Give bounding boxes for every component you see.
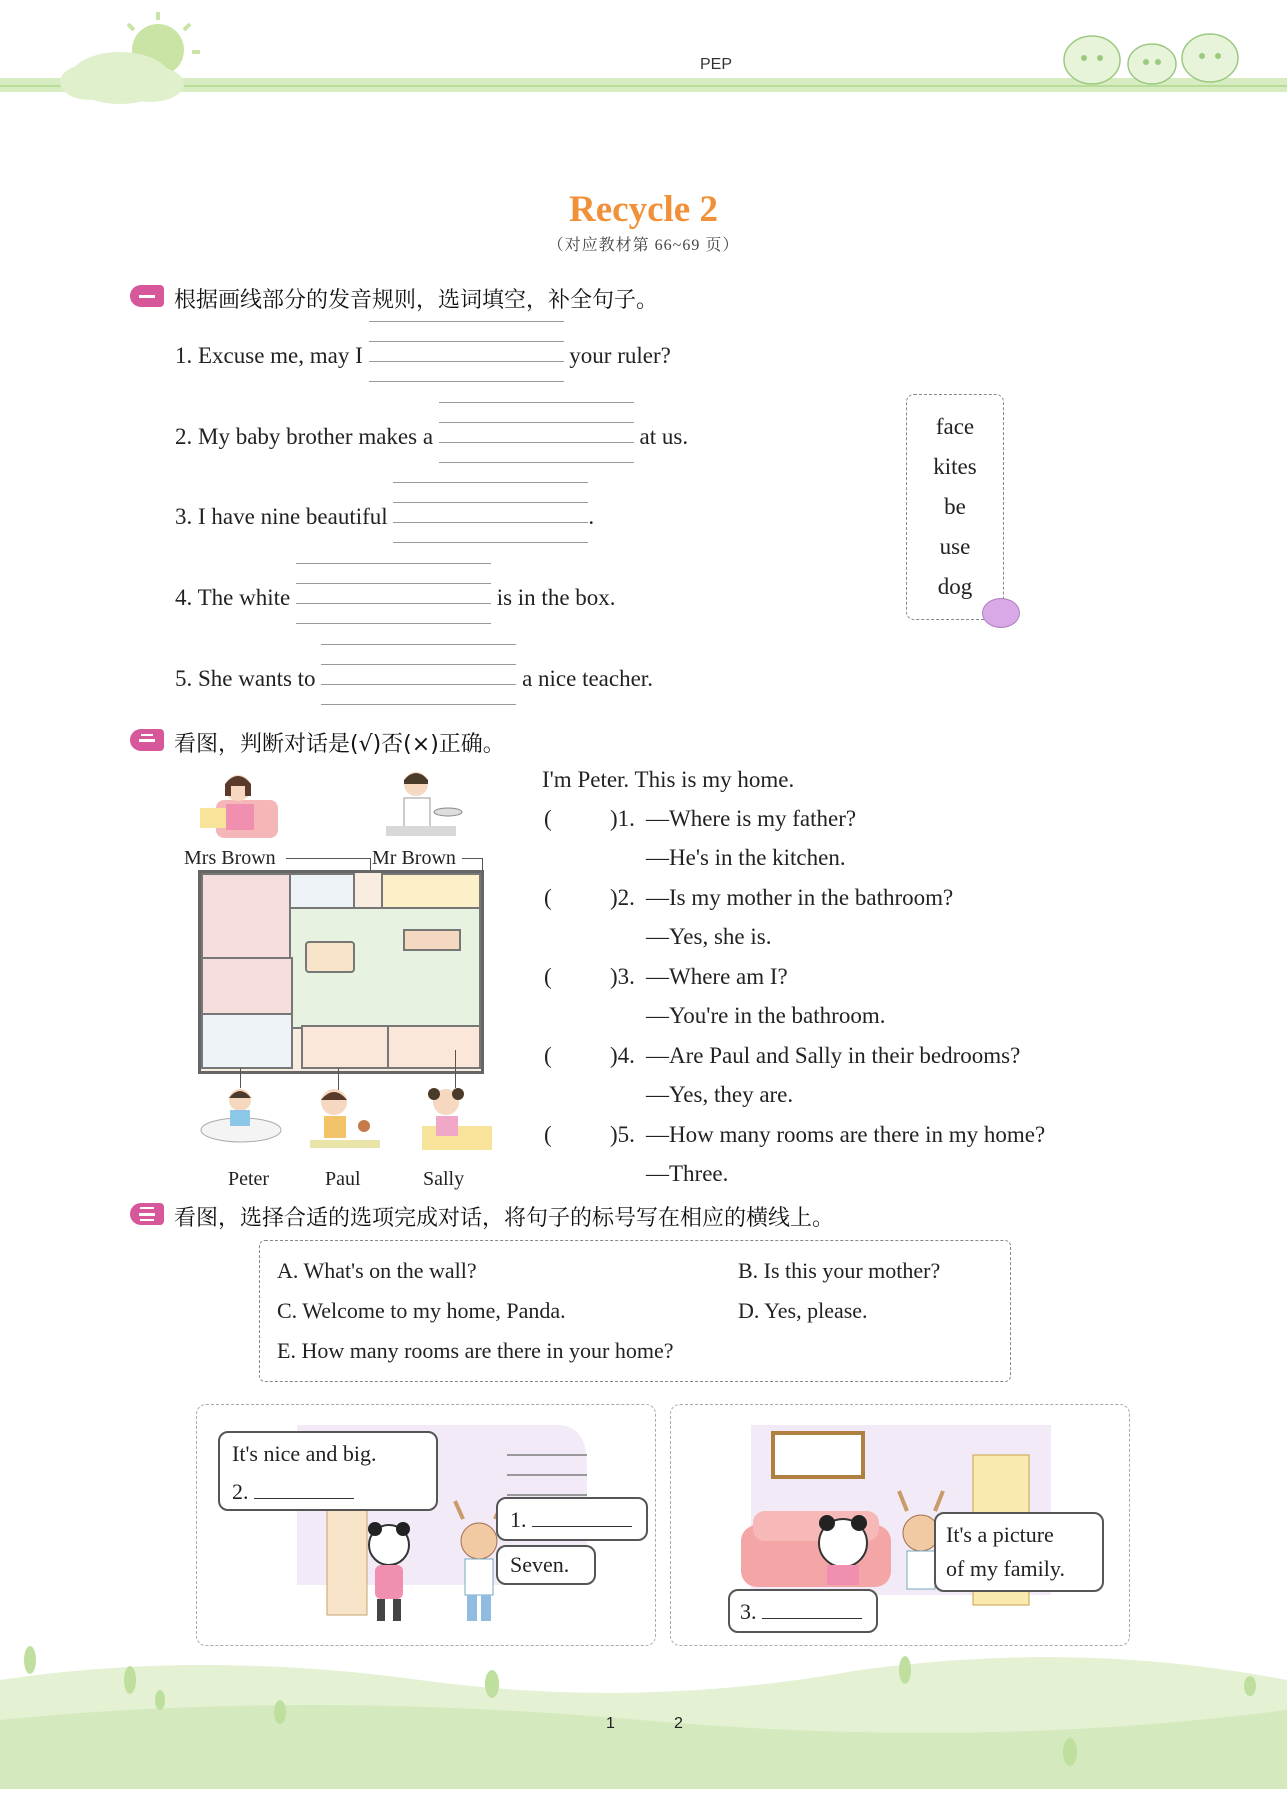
judge-item-number: )3.	[610, 964, 635, 989]
page-number-right: 2	[674, 1715, 683, 1732]
bubble-blank-2	[232, 1479, 354, 1505]
speech-bubble	[728, 1589, 878, 1633]
answer-blank-1[interactable]	[532, 1508, 632, 1527]
label-mrs-brown: Mrs Brown	[184, 847, 276, 869]
bubble-text: Seven.	[510, 1552, 570, 1577]
judge-paren[interactable]: (	[544, 964, 552, 989]
speech-bubble	[496, 1497, 648, 1541]
header-label: PEP	[700, 56, 733, 73]
answer-line-2[interactable]	[439, 424, 634, 444]
footer-hills	[0, 1640, 1287, 1789]
speech-bubble	[934, 1512, 1104, 1592]
bubble-blank-1	[510, 1507, 632, 1533]
section-3-instruction: 看图，选择合适的选项完成对话，将句子的标号写在相应的横线上。	[174, 1206, 835, 1231]
answer-line-5[interactable]	[321, 666, 516, 686]
sofa	[403, 929, 461, 951]
bathroom	[201, 1013, 293, 1069]
animal-faces-icon	[1060, 22, 1260, 86]
answer-line-1[interactable]	[369, 343, 564, 363]
bubble-blank-3	[740, 1599, 862, 1625]
bedroom	[387, 1025, 481, 1069]
word-box	[906, 394, 1004, 620]
question-2-end: at us.	[639, 424, 689, 449]
leader-line	[462, 858, 482, 859]
question-3-text: 3. I have nine beautiful	[175, 504, 388, 529]
judge-answer: —Yes, she is.	[646, 924, 772, 949]
home-floor-plan	[198, 870, 484, 1074]
judge-paren[interactable]: (	[544, 885, 552, 910]
judge-question: —Are Paul and Sally in their bedrooms?	[646, 1043, 1021, 1068]
peter-figure-icon	[198, 1086, 284, 1146]
bedroom	[201, 957, 293, 1017]
word-box-item: dog	[937, 574, 973, 599]
word-box-item: be	[944, 494, 966, 519]
judge-paren[interactable]: (	[544, 1122, 552, 1147]
section-2-instruction: 看图，判断对话是(√)否(×)正确。	[174, 732, 505, 757]
page-number-left: 1	[606, 1715, 615, 1732]
judge-question: —Where am I?	[646, 964, 788, 989]
page-subtitle: （对应教材第 66~69 页）	[547, 237, 740, 254]
page-title: Recycle 2	[569, 189, 718, 230]
question-5	[175, 666, 653, 692]
bubble-text: It's a picture	[946, 1522, 1054, 1547]
label-paul: Paul	[325, 1168, 361, 1190]
judge-paren[interactable]: (	[544, 1043, 552, 1068]
judge-answer: —Yes, they are.	[646, 1082, 794, 1107]
judge-item-number: )5.	[610, 1122, 635, 1147]
dialogue-intro: I'm Peter. This is my home.	[542, 767, 795, 792]
bedroom	[201, 873, 293, 961]
cat-mascot-icon	[982, 598, 1020, 628]
kitchen	[381, 873, 481, 911]
judge-item-number: )4.	[610, 1043, 635, 1068]
judge-item-number: )2.	[610, 885, 635, 910]
bubble-text: of my family.	[946, 1556, 1065, 1581]
judge-question: —Is my mother in the bathroom?	[646, 885, 954, 910]
mrs-brown-figure-icon	[196, 770, 286, 840]
leader-line	[240, 1068, 241, 1088]
answer-line-4[interactable]	[296, 585, 491, 605]
judge-answer: —He's in the kitchen.	[646, 845, 846, 870]
bedroom	[301, 1025, 391, 1069]
answer-blank-2[interactable]	[254, 1480, 354, 1499]
word-box-item: face	[935, 414, 975, 439]
mr-brown-figure-icon	[382, 768, 468, 840]
judge-paren[interactable]: (	[544, 806, 552, 831]
judge-answer: —You're in the bathroom.	[646, 1003, 886, 1028]
answer-blank-3[interactable]	[762, 1600, 862, 1619]
bathroom	[289, 873, 355, 911]
blank-number: 1.	[510, 1507, 527, 1532]
question-1	[175, 343, 671, 369]
word-box-item: kites	[933, 454, 977, 479]
option-e: E. How many rooms are there in your home?	[277, 1338, 674, 1363]
section-3-badge	[130, 1203, 164, 1225]
question-4	[175, 585, 616, 611]
section-1-badge	[130, 285, 164, 307]
question-1-text: 1. Excuse me, may I	[175, 343, 363, 368]
label-sally: Sally	[423, 1168, 465, 1190]
blank-number: 2.	[232, 1479, 249, 1504]
leader-line	[286, 858, 370, 859]
sun-cloud-icon	[40, 10, 210, 110]
judge-question: —Where is my father?	[646, 806, 857, 831]
question-4-end: is in the box.	[496, 585, 616, 610]
dining-table	[305, 941, 355, 973]
label-peter: Peter	[228, 1168, 270, 1190]
section-2-badge	[130, 729, 164, 751]
section-1-instruction: 根据画线部分的发音规则，选词填空，补全句子。	[174, 288, 659, 313]
judge-item-number: )1.	[610, 806, 635, 831]
answer-line-3[interactable]	[393, 504, 588, 524]
option-a: A. What's on the wall?	[277, 1258, 477, 1283]
question-5-end: a nice teacher.	[522, 666, 653, 691]
question-2-text: 2. My baby brother makes a	[175, 424, 434, 449]
option-b: B. Is this your mother?	[738, 1258, 941, 1283]
question-2	[175, 424, 688, 450]
blank-number: 3.	[740, 1599, 757, 1624]
speech-bubble	[218, 1431, 438, 1511]
question-1-end: your ruler?	[569, 343, 671, 368]
question-4-text: 4. The white	[175, 585, 291, 610]
question-3-end: .	[588, 504, 595, 529]
option-c: C. Welcome to my home, Panda.	[277, 1298, 566, 1323]
bubble-text: It's nice and big.	[232, 1441, 377, 1466]
question-5-text: 5. She wants to	[175, 666, 316, 691]
judge-answer: —Three.	[646, 1161, 729, 1186]
sally-figure-icon	[416, 1086, 496, 1152]
option-d: D. Yes, please.	[738, 1298, 868, 1323]
label-mr-brown: Mr Brown	[372, 847, 456, 869]
paul-figure-icon	[306, 1086, 386, 1152]
speech-bubble	[496, 1545, 596, 1585]
question-3	[175, 504, 594, 530]
word-box-item: use	[939, 534, 971, 559]
judge-question: —How many rooms are there in my home?	[646, 1122, 1046, 1147]
leader-line	[455, 1050, 456, 1088]
